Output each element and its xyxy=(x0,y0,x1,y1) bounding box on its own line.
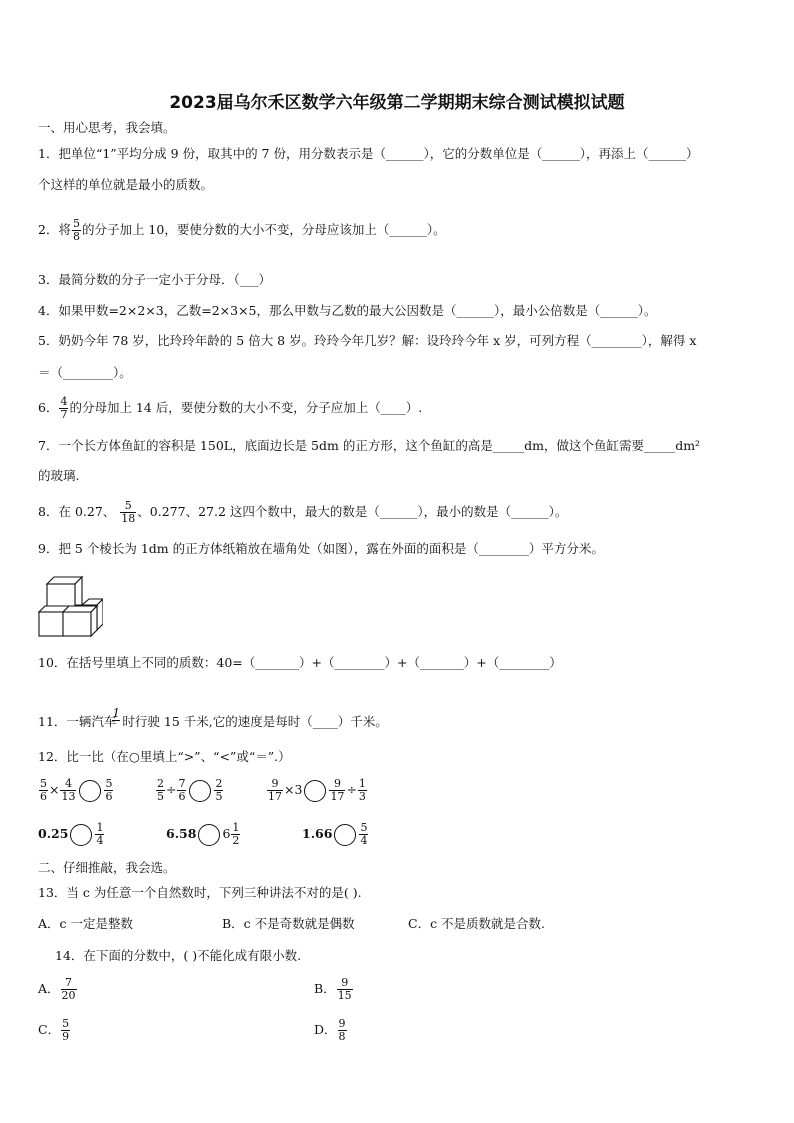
denominator: 15 xyxy=(337,989,352,1002)
denominator: 18 xyxy=(121,512,136,525)
q8-sep: 、 xyxy=(102,504,116,519)
question-12: 12．比一比（在○里填上“>”、“<”或“＝”.） xyxy=(38,749,291,764)
q11-post: 时行驶 15 千米,它的速度是每时（____）千米。 xyxy=(122,714,388,729)
numerator: 9 xyxy=(337,977,353,990)
compare-row-1-item-2 xyxy=(155,778,224,803)
fraction xyxy=(61,1018,70,1043)
numerator: 7 xyxy=(61,977,77,990)
cube-side-face xyxy=(97,599,103,630)
denominator: 7 xyxy=(60,408,68,421)
compare-circle[interactable] xyxy=(198,824,220,846)
fraction xyxy=(338,1018,347,1043)
fraction xyxy=(104,778,113,803)
q14-option-a[interactable] xyxy=(38,977,78,1002)
fraction xyxy=(337,977,353,1002)
fraction xyxy=(358,778,367,803)
numerator: 9 xyxy=(267,778,283,791)
option-label: B． xyxy=(314,981,336,996)
denominator: 4 xyxy=(96,834,104,847)
compare-row-2-item-3 xyxy=(302,822,369,847)
question-1-line-2: 个这样的单位就是最小的质数。 xyxy=(38,177,214,192)
denominator: 4 xyxy=(360,834,368,847)
q14-option-d[interactable] xyxy=(314,1018,348,1043)
compare-circle[interactable] xyxy=(334,824,356,846)
fraction xyxy=(72,218,81,243)
numerator: 7 xyxy=(178,777,186,790)
question-5-line-1: 5．奶奶今年 78 岁，比玲玲年龄的 5 倍大 8 岁。玲玲今年几岁？解：设玲玲今年 x 岁，可列方程（________），解得 x xyxy=(38,333,697,348)
denominator: 13 xyxy=(61,790,76,803)
page-title: 2023届乌尔禾区数学六年级第二学期期末综合测试模拟试题 xyxy=(169,93,625,113)
repeating-decimal: 0.27̇ xyxy=(74,504,103,519)
denominator: 17 xyxy=(268,790,282,803)
denominator: 6 xyxy=(178,790,186,803)
decimal-value: 1.66 xyxy=(302,826,333,841)
fraction xyxy=(359,822,368,847)
question-7-line-2: 的玻璃. xyxy=(38,468,80,483)
q6-post: 的分母加上 14 后，要使分数的大小不变，分子应加上（____）. xyxy=(69,400,423,415)
cube-side-face xyxy=(91,606,97,636)
numerator: 1 xyxy=(232,821,240,834)
question-8 xyxy=(38,500,567,525)
operator: ÷ xyxy=(346,782,357,797)
fraction xyxy=(61,977,77,1002)
q11-pre: 11．一辆汽车 xyxy=(38,714,117,729)
operator: × xyxy=(49,782,60,797)
fraction xyxy=(120,500,136,525)
question-6 xyxy=(38,396,422,421)
fraction xyxy=(39,778,48,803)
q2-post: 的分子加上 10，要使分数的大小不变，分母应该加上（______）。 xyxy=(81,222,446,237)
numerator: 1 xyxy=(358,777,366,790)
numerator: 1 xyxy=(96,821,104,834)
cubes-figure xyxy=(37,574,103,638)
numerator: 5 xyxy=(360,821,368,834)
q8-pre: 8．在 xyxy=(38,504,71,519)
fraction xyxy=(267,778,283,803)
denominator: 9 xyxy=(62,1030,70,1043)
question-9: 9．把 5 个棱长为 1dm 的正方体纸箱放在墙角处（如图），露在外面的面积是（________）平方分米。 xyxy=(38,541,604,556)
compare-circle[interactable] xyxy=(189,780,211,802)
numerator: 5 xyxy=(120,500,136,513)
numerator: 9 xyxy=(329,778,345,791)
numerator: 5 xyxy=(62,1017,70,1030)
denominator: 5 xyxy=(215,790,223,803)
section-heading-1: 一、用心思考，我会填。 xyxy=(38,120,176,135)
compare-circle[interactable] xyxy=(304,780,326,802)
question-10: 10．在括号里填上不同的质数：40=（_______）+（________）+（_______）+（________） xyxy=(38,655,562,670)
denominator: 8 xyxy=(72,230,80,243)
question-3: 3．最简分数的分子一定小于分母．（___） xyxy=(38,272,271,287)
q14-option-c[interactable] xyxy=(38,1018,71,1043)
compare-circle[interactable] xyxy=(79,780,101,802)
numerator: 5 xyxy=(40,777,47,790)
numerator: 2 xyxy=(215,777,223,790)
fraction xyxy=(95,822,104,847)
operator: ÷ xyxy=(166,782,177,797)
compare-row-2-item-1 xyxy=(38,822,105,847)
q8-post: 、0.277、27.2 这四个数中，最大的数是（______），最小的数是（______）。 xyxy=(137,504,568,519)
cube-front-face xyxy=(63,612,91,636)
q6-pre: 6． xyxy=(38,400,59,415)
q13-option-a[interactable]: A．c 一定是整数 xyxy=(38,916,134,931)
fraction xyxy=(231,822,240,847)
question-5-line-2: ＝（________）。 xyxy=(38,365,132,380)
whole-number: 6 xyxy=(222,826,231,841)
numerator: 4 xyxy=(60,778,76,791)
fraction-bar xyxy=(112,720,120,721)
fraction xyxy=(177,778,186,803)
denominator: 3 xyxy=(358,790,366,803)
compare-row-1-item-3 xyxy=(266,778,368,803)
fraction xyxy=(156,778,165,803)
compare-row-1-item-1 xyxy=(38,778,114,803)
option-label: D． xyxy=(314,1022,337,1037)
numerator: 4 xyxy=(60,395,68,408)
question-1-line-1: 1．把单位“1”平均分成 9 份，取其中的 7 份，用分数表示是（______），它的分数单位是（______），再添上（______） xyxy=(38,146,699,161)
denominator: 5 xyxy=(157,790,164,803)
q14-option-b[interactable] xyxy=(314,977,354,1002)
question-2 xyxy=(38,218,446,243)
numerator: 5 xyxy=(72,217,80,230)
operator: ×3 xyxy=(284,782,303,797)
numerator: 2 xyxy=(157,777,164,790)
option-label: C． xyxy=(38,1022,61,1037)
numerator: 5 xyxy=(105,777,113,790)
denominator: 20 xyxy=(61,989,76,1002)
cube-front-face xyxy=(39,612,63,636)
fraction xyxy=(59,396,68,421)
question-14: 14．在下面的分数中，( )不能化成有限小数. xyxy=(55,948,302,963)
q13-option-c[interactable]: C．c 不是质数就是合数. xyxy=(408,916,546,931)
numerator: 9 xyxy=(338,1017,346,1030)
q13-option-b[interactable]: B．c 不是奇数就是偶数 xyxy=(222,916,355,931)
compare-row-2-item-2 xyxy=(166,822,241,847)
question-4: 4．如果甲数=2×2×3，乙数=2×3×5，那么甲数与乙数的最大公因数是（______），最小公倍数是（______）。 xyxy=(38,303,657,318)
denominator: 17 xyxy=(330,790,345,803)
q2-pre: 2．将 xyxy=(38,222,71,237)
denominator: 2 xyxy=(232,834,240,847)
denominator: 6 xyxy=(40,790,47,803)
decimal-value: 6.58 xyxy=(166,826,197,841)
decimal-value: 0.25 xyxy=(38,826,69,841)
numerator: 1 xyxy=(112,706,121,720)
question-7-line-1: 7．一个长方体鱼缸的容积是 150L，底面边长是 5dm 的正方形，这个鱼缸的高是_____dm，做这个鱼缸需要_____dm² xyxy=(38,438,701,453)
fraction xyxy=(214,778,223,803)
option-label: A． xyxy=(38,981,60,996)
denominator: 8 xyxy=(338,1030,346,1043)
fraction xyxy=(329,778,345,803)
question-13: 13．当 c 为任意一个自然数时，下列三种讲法不对的是( ). xyxy=(38,885,362,900)
question-11 xyxy=(38,706,388,731)
compare-circle[interactable] xyxy=(70,824,92,846)
denominator: 6 xyxy=(105,790,113,803)
fraction xyxy=(60,778,76,803)
section-heading-2: 二、仔细推敲，我会选。 xyxy=(38,860,176,875)
